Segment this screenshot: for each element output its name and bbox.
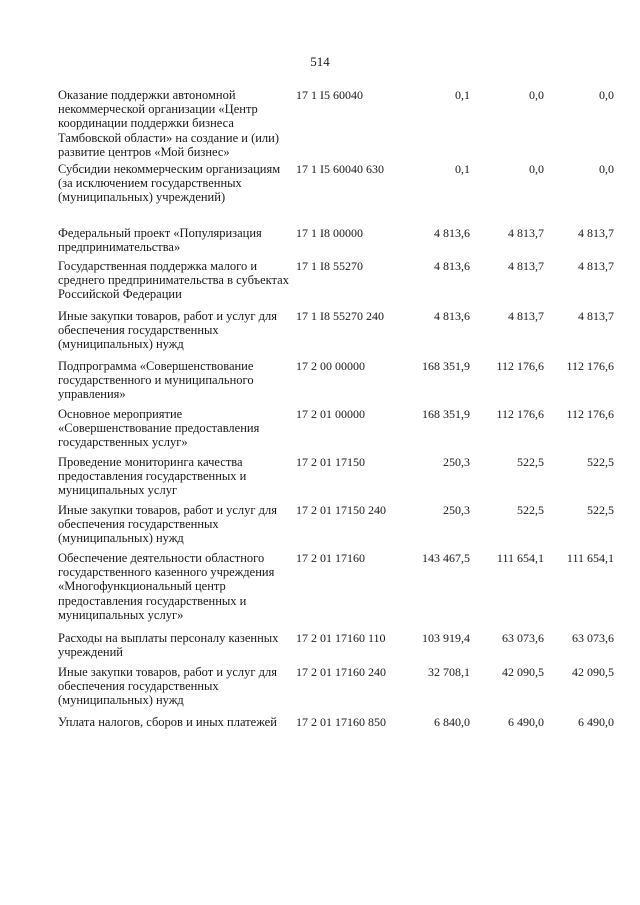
- row-value-2: 42 090,5: [502, 665, 544, 679]
- table-row: [58, 407, 628, 455]
- row-code: 17 2 01 17150 240: [296, 503, 386, 517]
- row-value-1: 168 351,9: [422, 359, 470, 373]
- row-value-2: 4 813,7: [508, 309, 544, 323]
- row-value-1: 32 708,1: [428, 665, 470, 679]
- table-row: [58, 665, 628, 715]
- row-value-2: 0,0: [529, 88, 544, 102]
- table-row: [58, 715, 628, 749]
- row-name: Основное мероприятие «Совершенствование предоставления государственных услуг»: [58, 407, 260, 450]
- row-name: Иные закупки товаров, работ и услуг для обеспечения государственных (муниципальных) нужд: [58, 665, 278, 708]
- budget-table: [58, 88, 628, 749]
- row-name: Иные закупки товаров, работ и услуг для обеспечения государственных (муниципальных) нужд: [58, 503, 278, 546]
- row-value-2: 6 490,0: [508, 715, 544, 729]
- row-value-2: 4 813,7: [508, 226, 544, 240]
- table-row: [58, 455, 628, 503]
- row-value-3: 522,5: [587, 503, 614, 517]
- table-row: [58, 226, 628, 259]
- row-value-3: 42 090,5: [572, 665, 614, 679]
- row-value-2: 0,0: [529, 162, 544, 176]
- row-value-3: 0,0: [599, 162, 614, 176]
- row-code: 17 1 I5 60040: [296, 88, 363, 102]
- row-value-3: 63 073,6: [572, 631, 614, 645]
- row-value-1: 0,1: [455, 162, 470, 176]
- row-value-1: 4 813,6: [434, 259, 470, 273]
- row-code: 17 2 00 00000: [296, 359, 365, 373]
- row-name: Подпрограмма «Совершенствование государственного и муниципального управления»: [58, 359, 254, 402]
- row-code: 17 2 01 17160 850: [296, 715, 386, 729]
- row-value-3: 6 490,0: [578, 715, 614, 729]
- row-code: 17 1 I8 55270: [296, 259, 363, 273]
- row-value-2: 112 176,6: [496, 359, 544, 373]
- row-name: Уплата налогов, сборов и иных платежей: [58, 715, 277, 729]
- row-code: 17 1 I5 60040 630: [296, 162, 384, 176]
- table-row: [58, 631, 628, 665]
- row-value-2: 112 176,6: [496, 407, 544, 421]
- row-value-1: 0,1: [455, 88, 470, 102]
- row-value-2: 4 813,7: [508, 259, 544, 273]
- table-row: [58, 503, 628, 551]
- row-value-1: 4 813,6: [434, 226, 470, 240]
- row-value-2: 63 073,6: [502, 631, 544, 645]
- row-value-1: 168 351,9: [422, 407, 470, 421]
- table-row: [58, 162, 628, 226]
- row-name: Иные закупки товаров, работ и услуг для обеспечения государственных (муниципальных) нужд: [58, 309, 278, 352]
- row-value-1: 6 840,0: [434, 715, 470, 729]
- row-value-3: 112 176,6: [566, 407, 614, 421]
- row-value-3: 112 176,6: [566, 359, 614, 373]
- row-value-3: 4 813,7: [578, 226, 614, 240]
- row-value-2: 111 654,1: [496, 551, 544, 565]
- row-value-1: 250,3: [443, 455, 470, 469]
- row-name: Субсидии некоммерческим организациям (за исключением государственных (муниципальных) учреждений): [58, 162, 281, 205]
- table-row: [58, 259, 628, 309]
- row-value-1: 143 467,5: [422, 551, 470, 565]
- page-number: 514: [310, 54, 330, 69]
- row-value-3: 111 654,1: [566, 551, 614, 565]
- table-row: [58, 551, 628, 631]
- row-name: Государственная поддержка малого и среднего предпринимательства в субъектах Российской Федерации: [58, 259, 289, 302]
- row-value-1: 4 813,6: [434, 309, 470, 323]
- row-name: Федеральный проект «Популяризация предпринимательства»: [58, 226, 262, 255]
- row-value-3: 4 813,7: [578, 309, 614, 323]
- row-name: Проведение мониторинга качества предоставления государственных и муниципальных услуг: [58, 455, 247, 498]
- row-name: Оказание поддержки автономной некоммерческой организации «Центр координации поддержки бизнеса Тамбовской области» на создание и (или) развитие центров «Мой бизнес»: [58, 88, 280, 159]
- row-code: 17 1 I8 55270 240: [296, 309, 384, 323]
- table-row: [58, 309, 628, 359]
- row-value-2: 522,5: [517, 455, 544, 469]
- row-code: 17 2 01 00000: [296, 407, 365, 421]
- row-value-3: 522,5: [587, 455, 614, 469]
- row-code: 17 2 01 17160 240: [296, 665, 386, 679]
- row-code: 17 1 I8 00000: [296, 226, 363, 240]
- row-code: 17 2 01 17150: [296, 455, 365, 469]
- row-value-3: 4 813,7: [578, 259, 614, 273]
- row-name: Обеспечение деятельности областного государственного казенного учреждения «Многофункциональный центр предоставления государственных и муниципальных услуг»: [58, 551, 275, 622]
- row-value-2: 522,5: [517, 503, 544, 517]
- table-row: [58, 359, 628, 407]
- row-name: Расходы на выплаты персоналу казенных учреждений: [58, 631, 279, 660]
- row-code: 17 2 01 17160: [296, 551, 365, 565]
- row-code: 17 2 01 17160 110: [296, 631, 386, 645]
- row-value-1: 103 919,4: [422, 631, 470, 645]
- row-value-1: 250,3: [443, 503, 470, 517]
- table-row: [58, 88, 628, 162]
- row-value-3: 0,0: [599, 88, 614, 102]
